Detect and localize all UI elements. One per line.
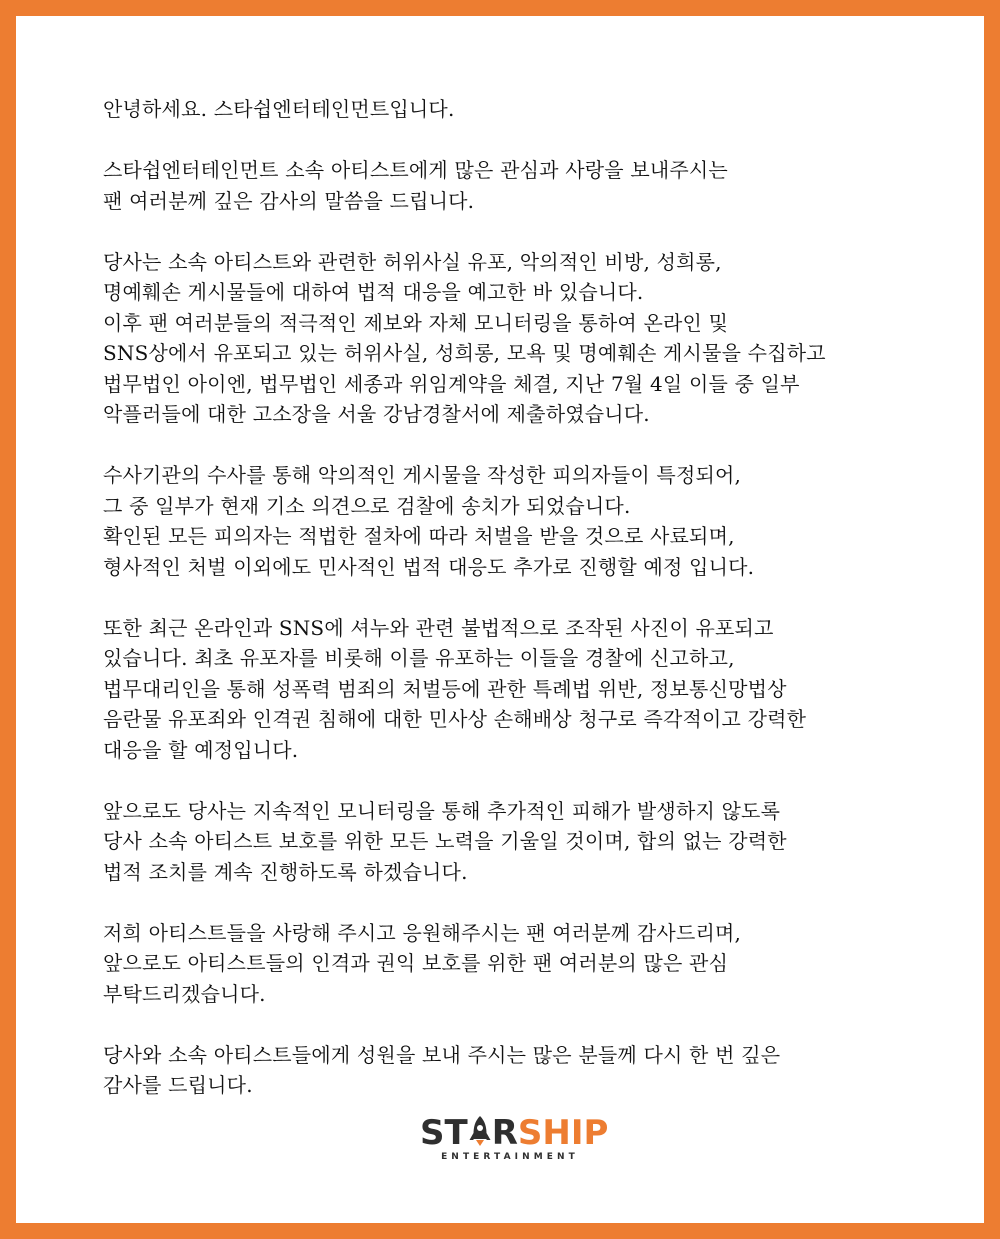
paragraph	[103, 1040, 943, 1101]
text-line: 당사는 소속 아티스트와 관련한 허위사실 유포, 악의적인 비방, 성희롱,	[103, 249, 722, 274]
text-line: 명예훼손 게시물들에 대하여 법적 대응을 예고한 바 있습니다.	[103, 280, 644, 304]
text-line: 또한 최근 온라인과 SNS에 셔누와 관련 불법적으로 조작된 사진이 유포되고	[103, 615, 774, 640]
text-line: 확인된 모든 피의자는 적법한 절차에 따라 처벌을 받을 것으로 사료되며,	[103, 524, 735, 548]
text-line: 이후 팬 여러분들의 적극적인 제보와 자체 모니터링을 통하여 온라인 및	[103, 310, 729, 335]
text-line: 있습니다. 최초 유포자를 비롯해 이를 유포하는 이들을 경찰에 신고하고,	[103, 646, 735, 670]
text-line: 저희 아티스트들을 사랑해 주시고 응원해주시는 팬 여러분께 감사드리며,	[103, 920, 742, 945]
logo-text-r: R	[491, 1113, 518, 1153]
paragraph	[103, 796, 943, 888]
logo-text-st: ST	[420, 1113, 468, 1153]
text-line: 안녕하세요. 스타쉽엔터테인먼트입니다.	[103, 97, 455, 121]
text-line: 대응을 할 예정입니다.	[103, 737, 299, 762]
text-line: 앞으로도 당사는 지속적인 모니터링을 통해 추가적인 피해가 발생하지 않도록	[103, 798, 781, 823]
text-line: 그 중 일부가 현재 기소 의견으로 검찰에 송치가 되었습니다.	[103, 493, 631, 518]
text-line: 당사 소속 아티스트 보호를 위한 모든 노력을 기울일 것이며, 합의 없는 강력한	[103, 829, 787, 853]
text-line: 당사와 소속 아티스트들에게 성원을 보내 주시는 많은 분들께 다시 한 번 깊은	[103, 1042, 781, 1067]
text-line: 스타쉽엔터테인먼트 소속 아티스트에게 많은 관심과 사랑을 보내주시는	[103, 158, 728, 182]
logo-subline: ENTERTAINMENT	[441, 1152, 579, 1162]
paragraph	[103, 460, 943, 582]
text-line: 수사기관의 수사를 통해 악의적인 게시물을 작성한 피의자들이 특정되어,	[103, 463, 742, 487]
statement-body	[103, 94, 943, 1101]
text-line: SNS상에서 유포되고 있는 허위사실, 성희롱, 모욕 및 명예훼손 게시물을 수집하고	[103, 341, 826, 365]
logo-wordmark	[420, 1113, 609, 1153]
text-line: 부탁드리겠습니다.	[103, 981, 266, 1006]
text-line: 악플러들에 대한 고소장을 서울 강남경찰서에 제출하였습니다.	[103, 402, 650, 426]
paragraph	[103, 247, 943, 430]
starship-logo	[420, 1113, 609, 1162]
text-line: 법무대리인을 통해 성폭력 범죄의 처벌등에 관한 특례법 위반, 정보통신망법상	[103, 676, 787, 701]
text-line: 팬 여러분께 깊은 감사의 말씀을 드립니다.	[103, 188, 475, 213]
text-line: 음란물 유포죄와 인격권 침해에 대한 민사상 손해배상 청구로 즉각적이고 강력한	[103, 707, 807, 731]
text-line: 앞으로도 아티스트들의 인격과 권익 보호를 위한 팬 여러분의 많은 관심	[103, 951, 729, 975]
paragraph	[103, 155, 943, 216]
paragraph	[103, 918, 943, 1010]
text-line: 법무법인 아이엔, 법무법인 세종과 위임계약을 체결, 지난 7월 4일 이들 중 일부	[103, 371, 800, 396]
logo-text-ship: SHIP	[517, 1113, 609, 1153]
text-line: 형사적인 처벌 이외에도 민사적인 법적 대응도 추가로 진행할 예정 입니다.	[103, 554, 755, 579]
paragraph	[103, 613, 943, 766]
text-line: 감사를 드립니다.	[103, 1073, 253, 1097]
paragraph	[103, 94, 943, 125]
rocket-icon	[469, 1115, 491, 1147]
statement-card	[16, 16, 984, 1223]
text-line: 법적 조치를 계속 진행하도록 하겠습니다.	[103, 859, 468, 884]
